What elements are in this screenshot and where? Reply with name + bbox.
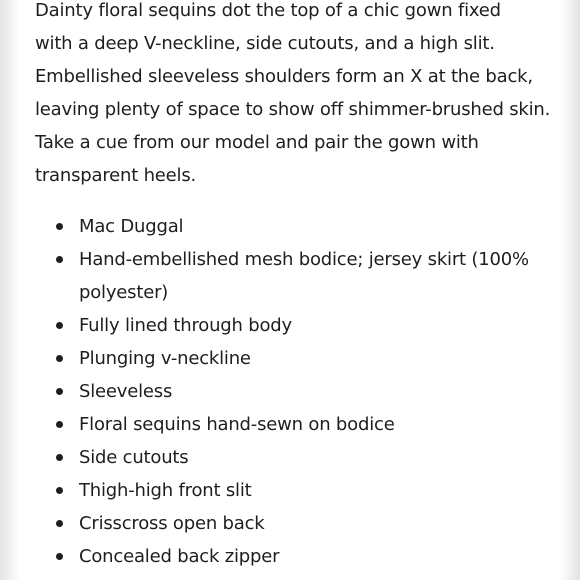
- list-item: [35, 540, 563, 573]
- list-item: [35, 342, 563, 375]
- list-item: [35, 243, 563, 309]
- description-line: Dainty floral sequins dot the top of a chic gown fixed: [35, 0, 501, 21]
- description-line: leaving plenty of space to show off shimmer-brushed skin.: [35, 99, 551, 120]
- bullet-icon: [56, 223, 63, 230]
- bullet-icon: [56, 421, 63, 428]
- bullet-icon: [56, 520, 63, 527]
- list-item: [35, 375, 563, 408]
- feature-text: [79, 243, 563, 309]
- feature-line: Fully lined through body: [79, 315, 292, 336]
- description-line: Embellished sleeveless shoulders form an X at the back,: [35, 66, 533, 87]
- bullet-icon: [56, 553, 63, 560]
- list-item: [35, 408, 563, 441]
- feature-line: Side cutouts: [79, 447, 189, 468]
- feature-text: [79, 309, 563, 342]
- feature-line: Crisscross open back: [79, 513, 265, 534]
- description-line: Take a cue from our model and pair the gown with: [35, 132, 479, 153]
- feature-text: [79, 540, 563, 573]
- list-item: [35, 210, 563, 243]
- list-item: [35, 507, 563, 540]
- bullet-icon: [56, 256, 63, 263]
- product-description: [35, 0, 563, 192]
- feature-line: Thigh-high front slit: [79, 480, 252, 501]
- bullet-icon: [56, 322, 63, 329]
- feature-text: [79, 507, 563, 540]
- feature-text: [79, 408, 563, 441]
- feature-line: Hand-embellished mesh bodice; jersey skirt (100%: [79, 249, 529, 270]
- feature-text: [79, 441, 563, 474]
- description-content: [35, 0, 563, 567]
- list-item: [35, 309, 563, 342]
- feature-text: [79, 210, 563, 243]
- feature-line: Concealed back zipper: [79, 546, 280, 567]
- list-item: [35, 441, 563, 474]
- bullet-icon: [56, 355, 63, 362]
- description-line: transparent heels.: [35, 165, 197, 186]
- feature-line: polyester): [79, 282, 169, 303]
- feature-text: [79, 375, 563, 408]
- bullet-icon: [56, 454, 63, 461]
- feature-text: [79, 342, 563, 375]
- list-item: [35, 474, 563, 507]
- bullet-icon: [56, 388, 63, 395]
- feature-text: [79, 474, 563, 507]
- feature-line: Mac Duggal: [79, 216, 184, 237]
- feature-line: Floral sequins hand-sewn on bodice: [79, 414, 395, 435]
- feature-list: [35, 210, 563, 573]
- feature-line: Sleeveless: [79, 381, 173, 402]
- feature-line: Plunging v-neckline: [79, 348, 251, 369]
- bullet-icon: [56, 487, 63, 494]
- description-line: with a deep V-neckline, side cutouts, and a high slit.: [35, 33, 495, 54]
